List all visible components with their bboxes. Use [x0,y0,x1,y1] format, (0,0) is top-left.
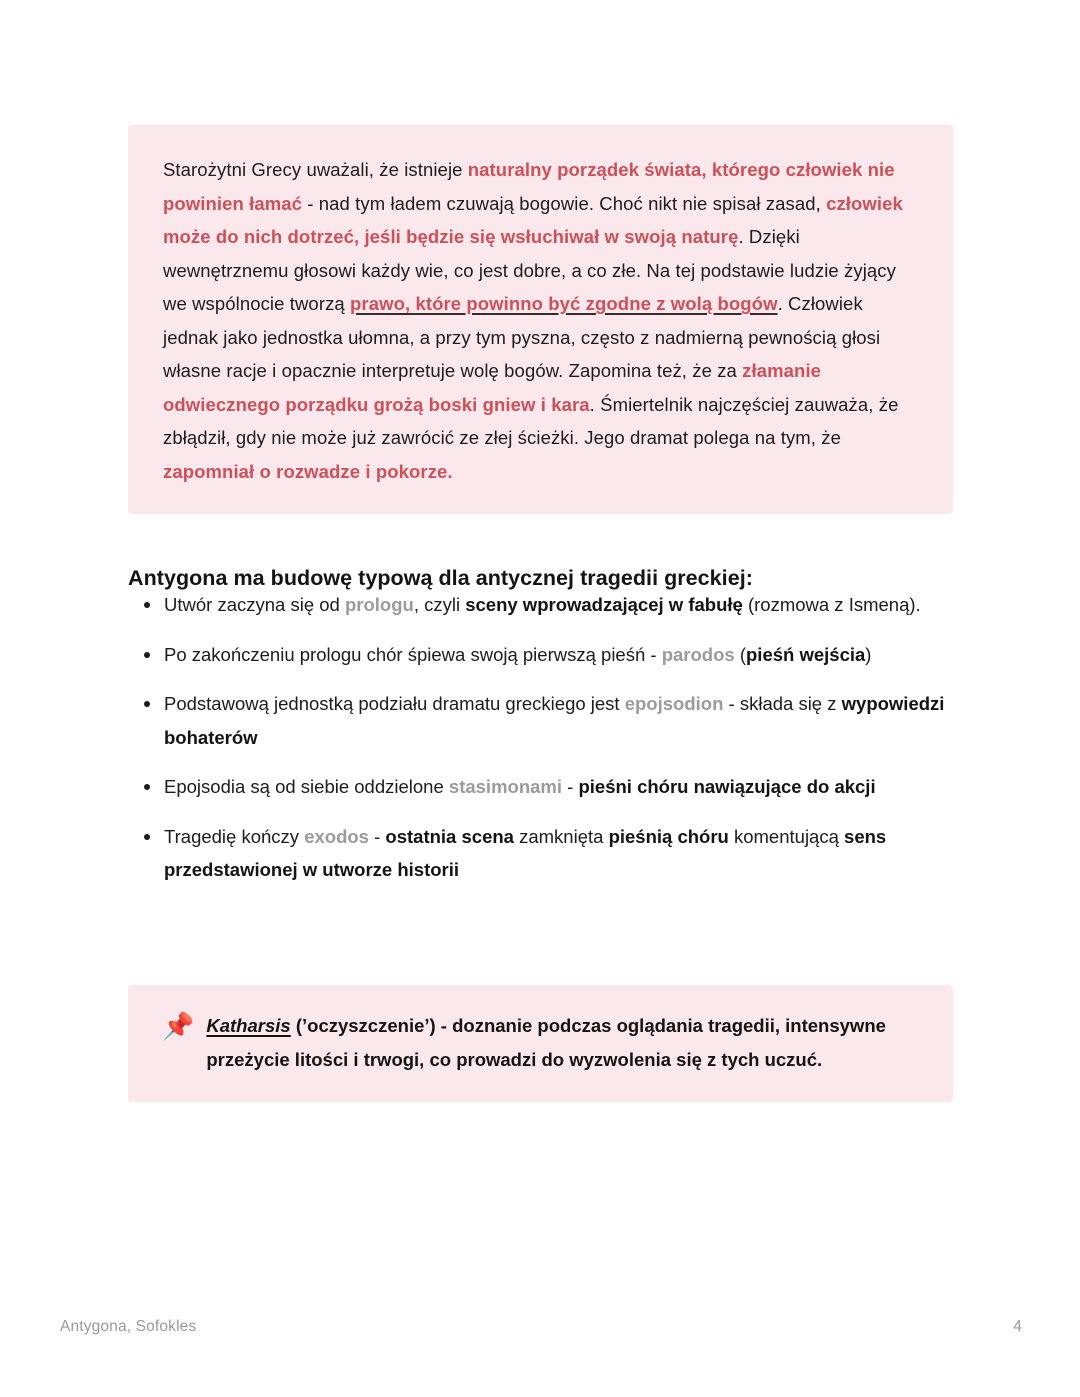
bullet-prolog [128,588,960,622]
bullet-prolog-span-1: prologu [344,594,414,615]
pushpin-icon: 📌 [162,1011,195,1041]
bullet-epojsodion-span-3: wypowiedzi bohaterów [164,693,945,748]
bullet-dot-icon [144,784,150,790]
footer-source: Antygona, Sofokles [60,1318,197,1335]
bullet-stasimon [128,770,960,804]
intro-span-5: prawo, które powinno być zgodne z wolą bogów [350,293,778,314]
intro-span-7: złamanie odwiecznego porządku grożą boski gniew i kara [163,360,822,415]
bullet-exodos-span-3: ostatnia scena [385,825,514,847]
bullet-dot-icon [144,701,150,707]
footer-page-number: 4 [1013,1318,1022,1335]
bullet-dot-icon [144,602,150,608]
intro-callout-box [128,125,953,514]
list-item-text: Utwór zaczyna się od prologu, czyli sceny wprowadzającej w fabułę (rozmowa z Ismeną). [164,594,921,615]
bullet-dot-icon [144,652,150,658]
bullet-epojsodion [128,687,960,754]
intro-span-9: zapomniał o rozwadze i pokorze. [163,460,453,482]
page-title: Antygona ma budowę typową dla antycznej tragedii greckiej: [128,565,753,590]
list-item-text: Tragedię kończy exodos - ostatnia scena zamknięta pieśnią chóru komentującą sens przedstawionej w utworze historii [164,825,887,880]
tragedy-structure-list [128,588,960,887]
katharsis-definition [206,1009,919,1076]
bullet-epojsodion-span-1: epojsodion [624,693,724,714]
page-footer [60,1318,1022,1336]
bullet-exodos-span-7: sens przedstawionej w utworze historii [164,825,887,880]
list-item-text: Epojsodia są od siebie oddzielone stasimonami - pieśni chóru nawiązujące do akcji [164,776,876,797]
bullet-prolog-span-3: sceny wprowadzającej w fabułę [465,594,743,615]
bullet-dot-icon [144,834,150,840]
bullet-stasimon-span-1: stasimonami [448,776,563,797]
bullet-parodos-span-3: pieśń wejścia [746,643,866,665]
katharsis-span-0: Katharsis [206,1015,291,1036]
bullet-exodos-span-1: exodos [304,825,369,847]
bullet-stasimon-span-3: pieśni chóru nawiązujące do akcji [578,776,876,797]
bullet-parodos [128,638,960,672]
katharsis-span-1: (’oczyszczenie’) - doznanie podczas oglądania tragedii, intensywne przeżycie litości i trwogi, co prowadzi do wyzwolenia się z tych uczuć. [206,1015,886,1070]
intro-span-3: człowiek może do nich dotrzeć, jeśli będzie się wsłuchiwał w swoją naturę [163,192,903,247]
intro-paragraph: Starożytni Grecy uważali, że istnieje naturalny porządek świata, którego człowiek nie powinien łamać - nad tym ładem czuwają bogowie. Choć nikt nie spisał zasad, człowiek może do nich dotrzeć, jeśli będzie się wsłuchiwał w swoją naturę. Dzięki wewnętrznemu głosowi każdy wie, co jest dobre, a co złe. Na tej podstawie ludzie żyjący we wspólnocie tworzą prawo, które powinno być zgodne z wolą bogów. Człowiek jednak jako jednostka ułomna, a przy tym pyszna, często z nadmierną pewnością głosi własne racje i opacznie interpretuje wolę bogów. Zapomina też, że za złamanie odwiecznego porządku grożą boski gniew i kara. Śmiertelnik najczęściej zauważa, że zbłądził, gdy nie może już zawrócić ze złej ścieżki. Jego dramat polega na tym, że zapomniał o rozwadze i pokorze. [163,159,903,482]
bullet-exodos [128,820,960,887]
bullet-exodos-span-5: pieśnią chóru [608,825,729,847]
bullet-parodos-span-1: parodos [661,643,735,665]
list-item-text: Po zakończeniu prologu chór śpiewa swoją pierwszą pieśń - parodos (pieśń wejścia) [164,643,872,665]
list-item-text: Podstawową jednostką podziału dramatu greckiego jest epojsodion - składa się z wypowiedzi bohaterów [164,693,945,748]
intro-span-1: naturalny porządek świata, którego człowiek nie powinien łamać [163,159,895,214]
katharsis-callout-box [128,985,953,1102]
